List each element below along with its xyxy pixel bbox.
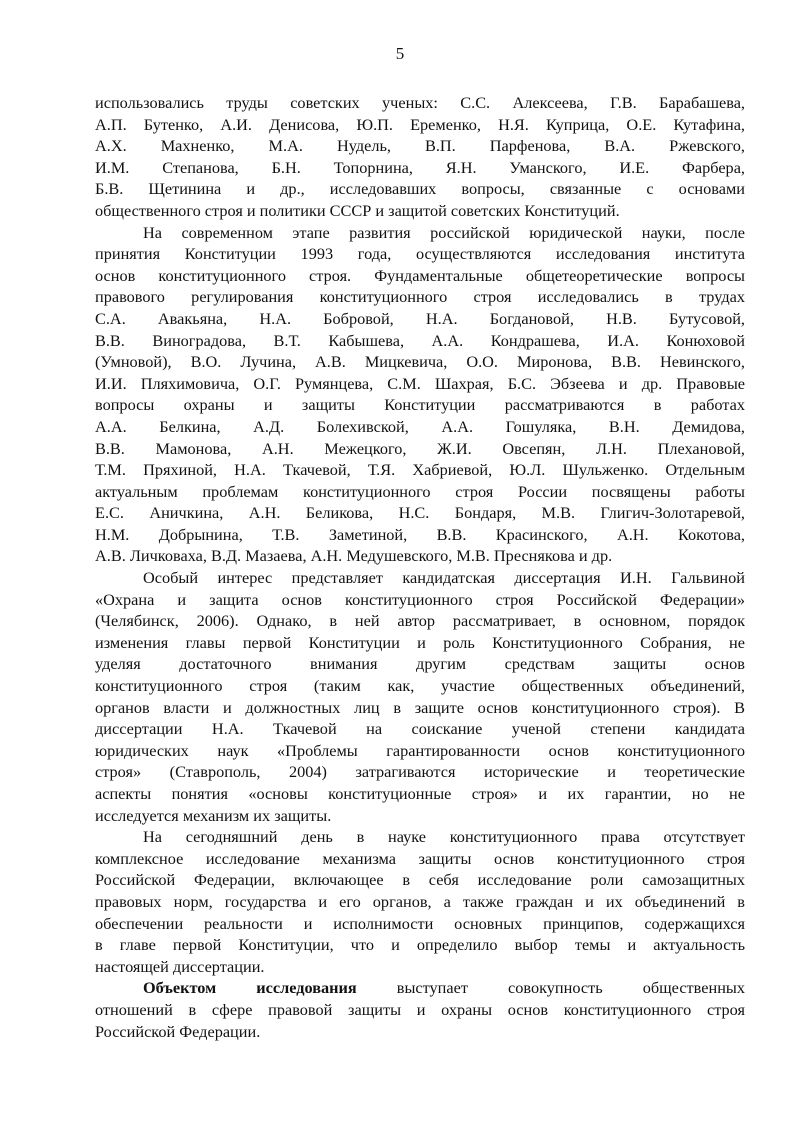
paragraph — [95, 826, 745, 977]
text-line: строя» (Ставрополь, 2004) затрагиваются исторические и теоретические — [95, 762, 745, 782]
text-line: диссертации Н.А. Ткачевой на соискание ученой степени кандидата — [95, 719, 745, 739]
text-line: А.В. Личковаха, В.Д. Мазаева, А.Н. Медушевского, М.В. Преснякова и др. — [95, 546, 613, 566]
text-line: С.А. Авакьяна, Н.А. Бобровой, Н.А. Богдановой, Н.В. Бутусовой, — [95, 308, 745, 328]
text-line: Российской Федерации, включающее в себя исследование роли самозащитных — [95, 870, 745, 890]
text-line: И.М. Степанова, Б.Н. Топорнина, Я.Н. Уманского, И.Е. Фарбера, — [95, 157, 745, 177]
text-line: уделяя достаточного внимания другим средствам защиты основ — [95, 654, 745, 674]
text-line: обеспечении реальности и исполнимости основных принципов, содержащихся — [95, 913, 745, 933]
text-line: А.Х. Махненко, М.А. Нудель, В.П. Парфенова, В.А. Ржевского, — [95, 136, 745, 156]
text-line: в главе первой Конституции, что и определило выбор темы и актуальность — [95, 935, 745, 955]
text-line: «Охрана и защита основ конституционного строя Российской Федерации» — [95, 589, 745, 609]
text-line: На современном этапе развития российской юридической науки, после — [143, 222, 745, 242]
page-number: 5 — [395, 44, 405, 63]
text-run: выступает совокупность общественных — [356, 978, 745, 998]
bold-term: Объектом исследования — [143, 978, 357, 998]
paragraph — [95, 222, 745, 568]
text-line: изменения главы первой Конституции и роль Конституционного Собрания, не — [95, 632, 745, 652]
text-line: В.В. Виноградова, В.Т. Кабышева, А.А. Кондрашева, И.А. Конюховой — [95, 330, 745, 350]
text-line: аспекты понятия «основы конституционные строя» и их гарантии, но не — [95, 784, 745, 803]
text-line: комплексное исследование механизма защиты основ конституционного строя — [95, 848, 745, 868]
text-line: конституционного строя (таким как, участие общественных объединений, — [95, 676, 745, 696]
text-line: (Челябинск, 2006). Однако, в ней автор рассматривает, в основном, порядок — [95, 611, 745, 631]
text-line: А.П. Бутенко, А.И. Денисова, Ю.П. Еременко, Н.Я. Куприца, О.Е. Кутафина, — [95, 114, 745, 134]
text-line: органов власти и должностных лиц в защите основ конституционного строя). В — [95, 697, 745, 717]
text-line: правового регулирования конституционного строя исследовались в трудах — [95, 287, 745, 307]
text-line: Е.С. Аничкина, А.Н. Беликова, Н.С. Бондаря, М.В. Глигич-Золотаревой, — [95, 503, 745, 523]
text-line: вопросы охраны и защиты Конституции рассматриваются в работах — [95, 395, 745, 415]
text-line: принятия Конституции 1993 года, осуществляются исследования института — [95, 244, 745, 264]
text-line: Особый интерес представляет кандидатская диссертация И.Н. Гальвиной — [143, 568, 745, 588]
document-body — [95, 92, 745, 1042]
text-line: использовались труды советских ученых: С.С. Алексеева, Г.В. Барабашева, — [95, 93, 745, 112]
text-line: Т.М. Пряхиной, Н.А. Ткачевой, Т.Я. Хабриевой, Ю.Л. Шульженко. Отдельным — [95, 460, 745, 480]
text-line: отношений в сфере правовой защиты и охраны основ конституционного строя — [95, 999, 745, 1019]
text-line: основ конституционного строя. Фундаментальные общетеоретические вопросы — [95, 265, 745, 285]
text-line: Н.М. Добрынина, Т.В. Заметиной, В.В. Красинского, А.Н. Кокотова, — [95, 524, 745, 544]
text-line — [95, 977, 745, 999]
text-line: правовых норм, государства и его органов, а также граждан и их объединений в — [95, 891, 745, 911]
text-line: Б.В. Щетинина и др., исследовавших вопросы, связанные с основами — [95, 179, 745, 199]
paragraph — [95, 567, 745, 826]
text-line: На сегодняшний день в науке конституционного права отсутствует — [143, 827, 745, 847]
text-line: настоящей диссертации. — [95, 956, 265, 976]
text-line: общественного строя и политики СССР и защитой советских Конституций. — [95, 200, 620, 220]
text-line: исследуется механизм их защиты. — [95, 805, 332, 825]
text-line: (Умновой), В.О. Лучина, А.В. Мицкевича, О.О. Миронова, В.В. Невинского, — [95, 352, 745, 372]
text-line: актуальным проблемам конституционного строя России посвящены работы — [95, 481, 745, 501]
text-line: юридических наук «Проблемы гарантированности основ конституционного — [95, 740, 745, 760]
paragraph — [95, 92, 745, 222]
paragraph — [95, 977, 745, 1042]
text-line: Российской Федерации. — [95, 1021, 261, 1041]
text-line: А.А. Белкина, А.Д. Болехивской, А.А. Гошуляка, В.Н. Демидова, — [95, 416, 745, 436]
text-line: И.И. Пляхимовича, О.Г. Румянцева, С.М. Шахрая, Б.С. Эбзеева и др. Правовые — [95, 373, 745, 393]
text-line: В.В. Мамонова, А.Н. Межецкого, Ж.И. Овсепян, Л.Н. Плехановой, — [95, 438, 745, 458]
